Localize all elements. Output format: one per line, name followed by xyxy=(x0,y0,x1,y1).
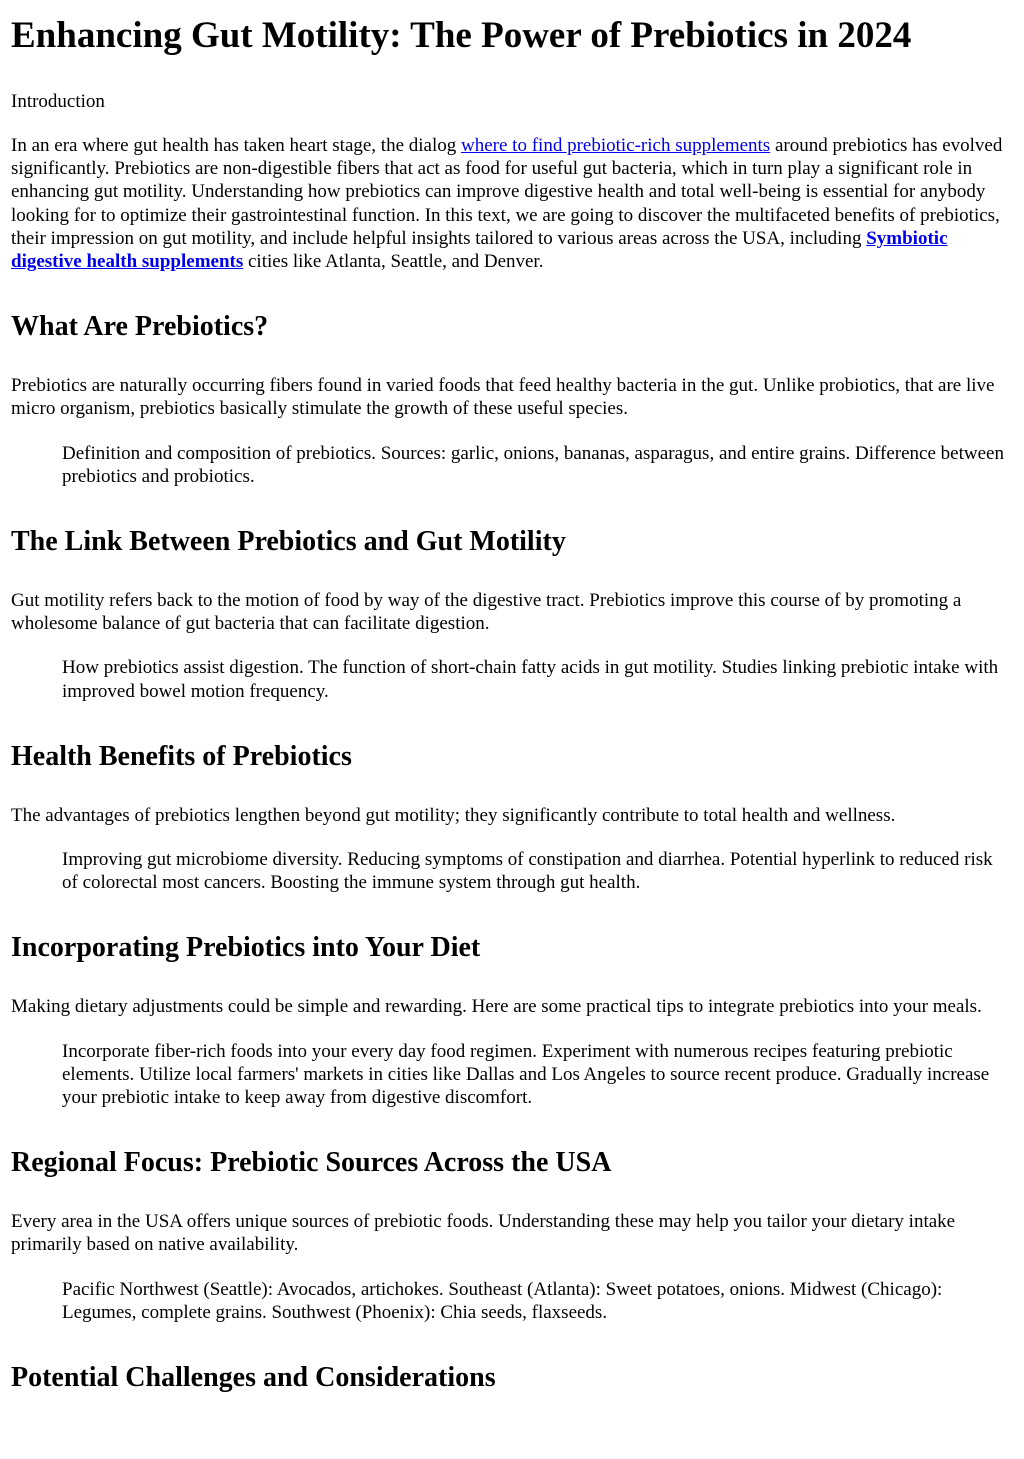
section-quote-gut-motility-link: How prebiotics assist digestion. The function of short-chain fatty acids in gut motility. Studies linking prebiotic intake with improved bowel motion frequency. xyxy=(62,657,999,702)
section-quote-diet: Incorporate fiber-rich foods into your every day food regimen. Experiment with numerous recipes featuring prebiotic elements. Utilize local farmers' markets in cities like Dallas and Los Angeles to source recent produce. Gradually increase your prebiotic intake to keep away from digestive discomfort. xyxy=(62,1040,990,1109)
section-quote-health-benefits: Improving gut microbiome diversity. Reducing symptoms of constipation and diarrhea. Potential hyperlink to reduced risk of colorectal most cancers. Boosting the immune system through gut health. xyxy=(62,849,993,894)
intro-label: Introduction xyxy=(11,91,105,112)
section-heading-what-are-prebiotics: What Are Prebiotics? xyxy=(11,311,269,343)
section-body-health-benefits: The advantages of prebiotics lengthen beyond gut motility; they significantly contribute to total health and wellness. xyxy=(11,804,896,826)
section-heading-regional-focus: Regional Focus: Prebiotic Sources Across the USA xyxy=(11,1147,612,1179)
section-body-gut-motility-link: Gut motility refers back to the motion of food by way of the digestive tract. Prebiotics improve this course of by promoting a wholesome balance of gut bacteria that can facilitate digestion. xyxy=(11,590,962,635)
section-body-regional-focus: Every area in the USA offers unique sources of prebiotic foods. Understanding these may help you tailor your dietary intake primarily based on native availability. xyxy=(11,1211,956,1256)
section-heading-challenges: Potential Challenges and Considerations xyxy=(11,1362,496,1394)
section-quote-what-are-prebiotics: Definition and composition of prebiotics. Sources: garlic, onions, bananas, asparagus, and entire grains. Difference between prebiotics and probiotics. xyxy=(62,442,1004,487)
prebiotic-supplements-link[interactable]: where to find prebiotic-rich supplements xyxy=(461,135,771,156)
section-body-what-are-prebiotics: Prebiotics are naturally occurring fibers found in varied foods that feed healthy bacteria in the gut. Unlike probiotics, that are live micro organism, prebiotics basically stimulate the growth of these useful species. xyxy=(11,375,995,420)
section-heading-diet: Incorporating Prebiotics into Your Diet xyxy=(11,932,481,964)
intro-text-2: around prebiotics has evolved significantly. Prebiotics are non-digestible fibers that act as food for useful gut bacteria, which in turn play a significant role in enhancing gut motility. Understanding how prebiotics can improve digestive health and total well-being is essential for anybody looking for to optimize their gastrointestinal function. In this text, we are going to discover the multifaceted benefits of prebiotics, their impression on gut motility, and include helpful insights tailored to various areas across the USA, including xyxy=(11,135,1003,249)
section-heading-health-benefits: Health Benefits of Prebiotics xyxy=(11,740,352,772)
section-quote-regional-focus: Pacific Northwest (Seattle): Avocados, artichokes. Southeast (Atlanta): Sweet potatoes, onions. Midwest (Chicago): Legumes, complete grains. Southwest (Phoenix): Chia seeds, flaxseeds. xyxy=(62,1278,943,1323)
section-heading-gut-motility-link: The Link Between Prebiotics and Gut Motility xyxy=(11,526,566,558)
intro-paragraph xyxy=(11,134,1013,273)
intro-text-3: cities like Atlanta, Seattle, and Denver. xyxy=(243,251,544,273)
page-title: Enhancing Gut Motility: The Power of Prebiotics in 2024 xyxy=(11,15,912,56)
article xyxy=(0,13,1024,1395)
section-body-diet: Making dietary adjustments could be simple and rewarding. Here are some practical tips to integrate prebiotics into your meals. xyxy=(11,996,982,1018)
symbiotic-supplements-link[interactable]: Symbiotic digestive health supplements xyxy=(11,227,948,273)
intro-text-1: In an era where gut health has taken heart stage, the dialog xyxy=(11,135,462,156)
